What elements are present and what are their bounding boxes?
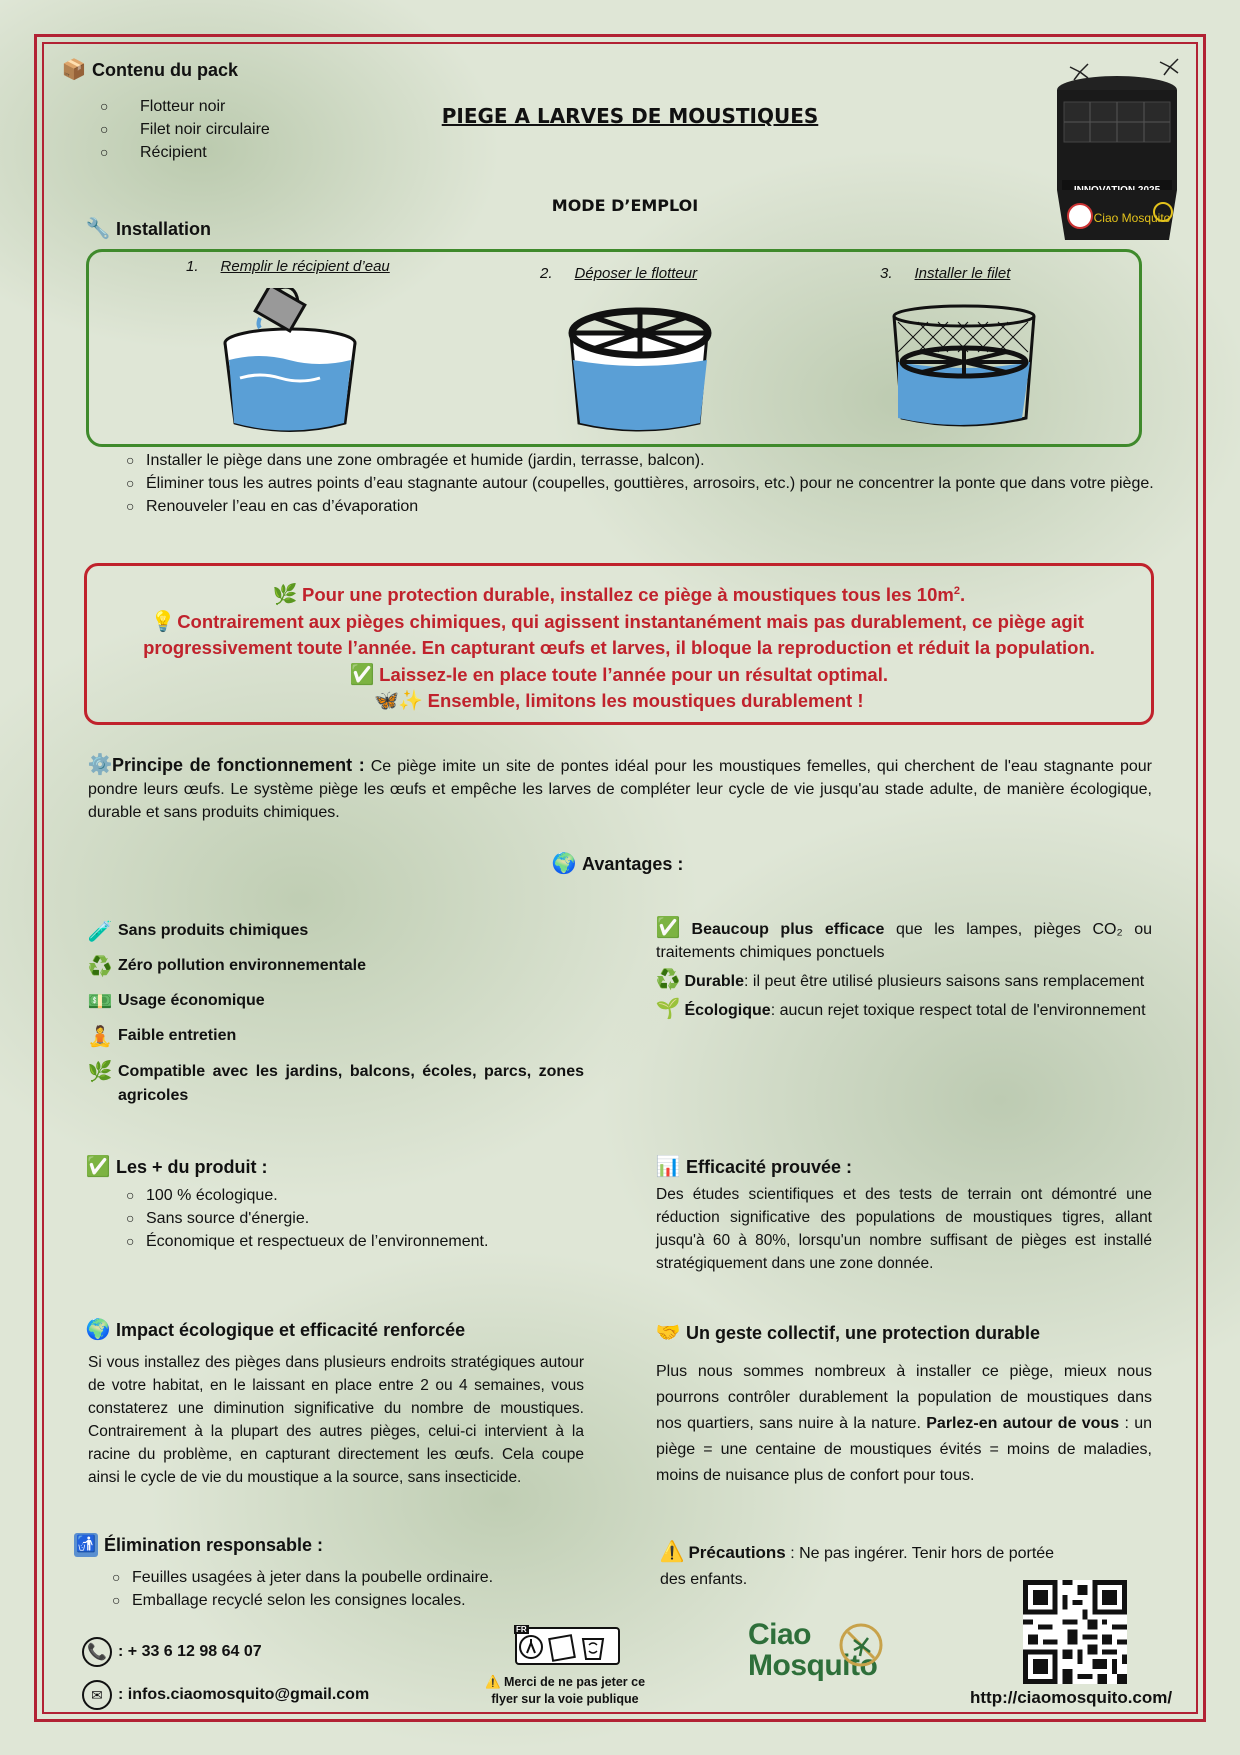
recycle-icon: ♻️ [655, 969, 681, 991]
step-text: Installer le filet [914, 265, 1011, 282]
pack-title: Contenu du pack [92, 59, 239, 80]
geste-text-2: : un piège = une centaine de moustiques évités = moins de maladies, moins de nuisance plus de confort pour tous. [656, 1415, 1153, 1484]
email-icon: ✉ [82, 1680, 112, 1710]
check-icon: ✅ [655, 917, 681, 939]
callout-text: Contrairement aux pièges chimiques, qui agissent instantanément mais pas durablement, ce piège agit progressivement toute l’année. En capturant œufs et larves, il bloque la reproduction et réduit la population. [143, 610, 1095, 659]
list-item: ○ Installer le piège dans une zone ombragée et humide (jardin, terrasse, balcon). [126, 449, 1156, 472]
list-item-text: : il peut être utilisé plusieurs saisons sans remplacement [744, 973, 1145, 990]
list-item-text: Faible entretien [118, 1027, 237, 1044]
qr-code[interactable] [1020, 1580, 1130, 1684]
step-text: Remplir le récipient d’eau [220, 258, 390, 275]
geste-title: Un geste collectif, une protection durable [686, 1322, 1041, 1343]
page-title: PIEGE A LARVES DE MOUSTIQUES [441, 104, 819, 128]
efficacite-heading [656, 1155, 852, 1179]
list-item: ○ Emballage recyclé selon les consignes locales. [112, 1589, 493, 1612]
impact-text: Si vous installez des pièges dans plusieurs endroits stratégiques autour de votre habitat, en le laissant en place entre 2 ou 4 semaines, vous constaterez une diminution significative du nombre de moustiques. Contrairement à la plupart des autres pièges, celui-ci intervient à la racine du problème, en capturant directement les œufs. Cela coupe ainsi le cycle de vie du moustique a la source, sans insecticide. [88, 1354, 584, 1486]
list-item-text: Usage économique [118, 992, 265, 1009]
list-item: ○ Feuilles usagées à jeter dans la poubelle ordinaire. [112, 1566, 493, 1589]
geste-heading [656, 1321, 1040, 1345]
list-item: ○ Éliminer tous les autres points d’eau stagnante autour (coupelles, gouttières, arrosoirs, etc.) pour ne concentrer la ponte que dans votre piège. [126, 472, 1156, 495]
elimination-title: Élimination responsable : [104, 1534, 324, 1555]
avantages-right-list [656, 916, 1152, 1022]
installation-title: Installation [116, 218, 212, 239]
logo-line-2: Mosquito [748, 1649, 878, 1682]
callout-line-4 [87, 688, 1151, 715]
butterfly-icon: 🦋 [374, 690, 399, 713]
logo-line-1: Ciao [748, 1618, 812, 1651]
step-1-label [186, 258, 390, 275]
list-item-text: Sans produits chimiques [118, 922, 309, 939]
callout-punct: . [959, 584, 966, 606]
superscript: 2 [953, 585, 960, 597]
precautions-title: Précautions [688, 1543, 786, 1562]
notice-label: Merci de ne pas jeter ce flyer sur la voie publique [491, 1675, 646, 1706]
meditation-icon: 🧘 [87, 1026, 113, 1048]
principe-text: Ce piège imite un site de pontes idéal pour les moustiques femelles, qui cherchent de l'eau stagnante pour pondre leurs œufs. Le système piège les œufs et empêche les larves de compléter leur cycle de vie jusqu'au stade adulte, de manière écologique, durable et sans produits chimiques. [88, 758, 1152, 821]
callout-text: Laissez-le en place toute l’année pour un résultat optimal. [379, 663, 888, 685]
step-2-label [540, 265, 697, 282]
geste-text [656, 1359, 1152, 1489]
wrench-icon: 🔧 [85, 218, 111, 240]
pack-list [100, 95, 270, 164]
install-net-illustration [888, 302, 1040, 434]
list-item [656, 916, 1152, 964]
callout-text: Ensemble, limitons les moustiques durablement ! [427, 690, 864, 712]
plus-heading [86, 1155, 268, 1179]
trash-person-icon: 🚮 [74, 1533, 98, 1557]
test-tube-icon: 🧪 [87, 921, 113, 943]
globe-icon: 🌍 [551, 853, 577, 875]
list-item-text: Zéro pollution environnementale [118, 957, 367, 974]
elimination-heading [74, 1533, 323, 1557]
bar-chart-icon: 📊 [655, 1156, 681, 1178]
mode-title: MODE D’EMPLOI [551, 196, 699, 215]
list-item-bold: Beaucoup plus efficace [691, 921, 885, 938]
list-item [88, 920, 584, 944]
plus-list [126, 1184, 488, 1253]
recycle-icon: ♻️ [87, 956, 113, 978]
triman-country: FR [516, 1625, 527, 1634]
product-brand: Ciao Mosquito [1093, 211, 1171, 225]
seedling-icon: 🌱 [655, 998, 681, 1020]
avantages-heading [552, 852, 683, 876]
place-float-illustration [565, 305, 715, 433]
mosquito-logo-icon [838, 1622, 884, 1668]
triman-logo [515, 1627, 620, 1665]
list-item [88, 1060, 584, 1108]
gear-icon: ⚙️ [87, 754, 113, 776]
list-item [88, 990, 584, 1014]
callout-line-2 [87, 609, 1151, 662]
list-item: ○ Flotteur noir [100, 95, 270, 118]
herb-icon: 🌿 [87, 1061, 113, 1083]
list-item-text: Compatible avec les jardins, balcons, écoles, parcs, zones agricoles [118, 1063, 584, 1104]
phone-icon: 📞 [82, 1637, 112, 1667]
step-number: 2. [540, 265, 553, 282]
ciao-mosquito-logo [748, 1620, 898, 1700]
check-icon: ✅ [349, 663, 375, 686]
globe-icon: 🌍 [85, 1319, 111, 1341]
email-contact [82, 1680, 369, 1710]
geste-bold: Parlez-en autour de vous [926, 1415, 1120, 1432]
avantages-left-list [88, 920, 584, 1108]
lightbulb-icon: 💡 [150, 610, 176, 633]
callout-box [84, 563, 1154, 725]
installation-tips [126, 449, 1156, 518]
list-item-bold: Durable [684, 973, 745, 990]
callout-line-1 [87, 578, 1151, 609]
list-item: ○ Économique et respectueux de l’environnement. [126, 1230, 488, 1253]
leaf-icon: 🌿 [272, 584, 298, 607]
sparkle-icon: ✨ [398, 690, 423, 713]
warning-icon: ⚠️ [484, 1675, 501, 1689]
step-text: Déposer le flotteur [574, 265, 698, 282]
list-item-bold: Écologique [684, 1002, 771, 1019]
avantages-title: Avantages : [582, 853, 684, 874]
phone-contact [82, 1637, 262, 1667]
product-image [1050, 52, 1184, 247]
warning-icon: ⚠️ [659, 1541, 685, 1563]
notice-text [475, 1674, 655, 1708]
pack-heading [62, 58, 238, 82]
list-item-text: : aucun rejet toxique respect total de l'environnement [770, 1002, 1146, 1019]
list-item [656, 968, 1152, 993]
website-url[interactable]: http://ciaomosquito.com/ [970, 1688, 1173, 1707]
impact-title: Impact écologique et efficacité renforcée [116, 1319, 466, 1340]
list-item [88, 1025, 584, 1049]
installation-heading [86, 217, 211, 241]
check-icon: ✅ [85, 1156, 111, 1178]
list-item-text: que les lampes, pièges CO₂ ou traitements chimiques ponctuels [656, 921, 1153, 961]
callout-line-3 [87, 662, 1151, 689]
fill-container-illustration [220, 288, 360, 433]
email-link[interactable]: : infos.ciaomosquito@gmail.com [118, 1686, 370, 1703]
precautions-section [660, 1540, 1060, 1593]
money-icon: 💵 [87, 991, 113, 1013]
phone-link[interactable]: : + 33 6 12 98 64 07 [118, 1643, 262, 1660]
list-item: ○ Récipient [100, 141, 270, 164]
list-item: ○ Renouveler l’eau en cas d’évaporation [126, 495, 1156, 518]
handshake-icon: 🤝 [655, 1322, 681, 1344]
list-item: ○ 100 % écologique. [126, 1184, 488, 1207]
efficacite-title: Efficacité prouvée : [686, 1156, 853, 1177]
list-item: ○ Sans source d'énergie. [126, 1207, 488, 1230]
plus-title: Les + du produit : [116, 1156, 268, 1177]
geste-text-1: Plus nous sommes nombreux à installer ce piège, mieux nous pourrons contrôler durablement la population de moustiques dans nos quartiers, sans nuire à la nature. [656, 1363, 1152, 1432]
list-item [656, 997, 1152, 1022]
principe-title: Principe de fonctionnement : [112, 755, 365, 775]
list-item [88, 955, 584, 979]
efficacite-text: Des études scientifiques et des tests de terrain ont démontré une réduction significative des populations de moustiques tigres, allant jusqu'à 60 à 80%, lorsqu'un nombre suffisant de pièges est installé stratégiquement dans une zone donnée. [656, 1186, 1152, 1272]
step-number: 1. [186, 258, 199, 275]
principe-section [88, 753, 1152, 824]
package-icon: 📦 [61, 59, 87, 81]
precautions-text: : Ne pas ingérer. Tenir hors de portée des enfants. [660, 1545, 1055, 1588]
callout-text: Pour une protection durable, installez ce piège à moustiques tous les 10m [302, 584, 954, 606]
elimination-list [112, 1566, 493, 1612]
list-item: ○ Filet noir circulaire [100, 118, 270, 141]
step-number: 3. [880, 265, 893, 282]
step-3-label [880, 265, 1010, 282]
impact-heading [86, 1318, 465, 1342]
